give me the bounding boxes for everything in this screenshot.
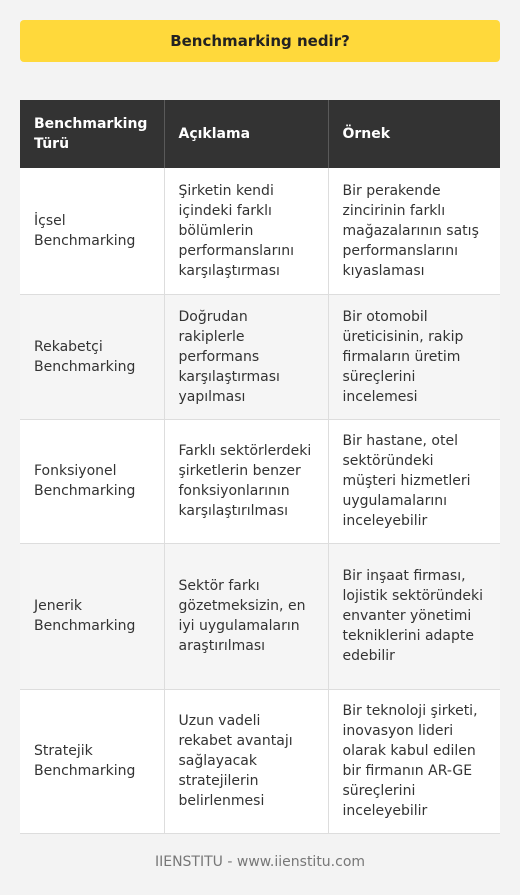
cell-example: Bir teknoloji şirketi, inovasyon lideri olarak kabul edilen bir firmanın AR-GE süreçlerini inceleyebilir [328,689,500,833]
table-row [20,543,500,689]
table-row [20,294,500,419]
table-header-row [20,100,500,168]
header-example: Örnek [328,100,500,168]
header-type: Benchmarking Türü [20,100,164,168]
table-row [20,689,500,833]
table-row [20,419,500,543]
cell-type: Rekabetçi Benchmarking [20,294,164,419]
cell-type: İçsel Benchmarking [20,168,164,294]
cell-type: Stratejik Benchmarking [20,689,164,833]
cell-example: Bir perakende zincirinin farklı mağazalarının satış performanslarını kıyaslaması [328,168,500,294]
header-description: Açıklama [164,100,328,168]
cell-description: Doğrudan rakiplerle performans karşılaştırması yapılması [164,294,328,419]
cell-description: Şirketin kendi içindeki farklı bölümlerin performanslarını karşılaştırması [164,168,328,294]
cell-description: Uzun vadeli rekabet avantajı sağlayacak stratejilerin belirlenmesi [164,689,328,833]
footer-credit: IIENSTITU - www.iienstitu.com [154,854,366,870]
benchmarking-table [20,100,500,834]
cell-example: Bir hastane, otel sektöründeki müşteri hizmetleri uygulamalarını inceleyebilir [328,419,500,543]
cell-type: Fonksiyonel Benchmarking [20,419,164,543]
cell-description: Farklı sektörlerdeki şirketlerin benzer fonksiyonlarının karşılaştırılması [164,419,328,543]
table-row [20,168,500,294]
cell-example: Bir otomobil üreticisinin, rakip firmaların üretim süreçlerini incelemesi [328,294,500,419]
cell-type: Jenerik Benchmarking [20,543,164,689]
page-title: Benchmarking nedir? [20,20,500,62]
cell-example: Bir inşaat firması, lojistik sektöründeki envanter yönetimi tekniklerini adapte edebilir [328,543,500,689]
cell-description: Sektör farkı gözetmeksizin, en iyi uygulamaların araştırılması [164,543,328,689]
